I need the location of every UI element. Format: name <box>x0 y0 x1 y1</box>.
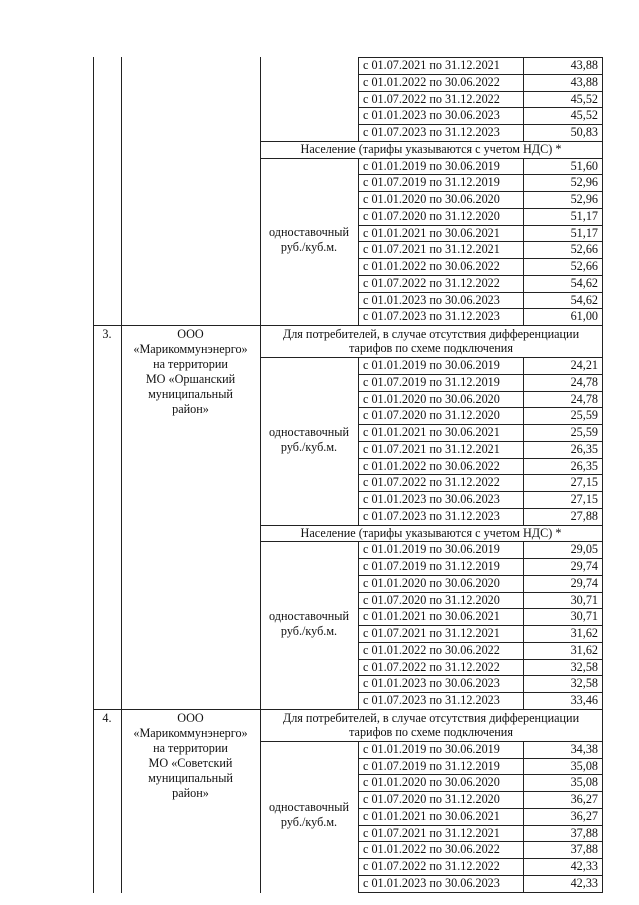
table-row-period: с 01.01.2022 по 30.06.2022 <box>363 642 500 657</box>
table-row-value: 36,27 <box>570 792 598 807</box>
column-border <box>358 57 359 142</box>
population-header: Население (тарифы указываются с учетом НДС) * <box>300 525 562 540</box>
table-row-value: 27,88 <box>570 508 598 523</box>
table-row-value: 31,62 <box>570 626 598 641</box>
column-border <box>358 741 359 893</box>
table-row-value: 51,17 <box>570 208 598 223</box>
table-row-period: с 01.01.2020 по 30.06.2020 <box>363 775 500 790</box>
table-row-value: 27,15 <box>570 492 598 507</box>
table-row-period: с 01.07.2020 по 31.12.2020 <box>363 592 500 607</box>
table-row-value: 29,74 <box>570 559 598 574</box>
organization-name: ООО <box>177 327 204 341</box>
table-row-period: с 01.07.2023 по 31.12.2023 <box>363 309 500 324</box>
table-row-value: 43,88 <box>570 74 598 89</box>
table-row-value: 42,33 <box>570 875 598 890</box>
table-row-period: с 01.07.2022 по 31.12.2022 <box>363 275 500 290</box>
table-row-value: 51,60 <box>570 158 598 173</box>
table-row-period: с 01.01.2020 по 30.06.2020 <box>363 192 500 207</box>
table-row-value: 54,62 <box>570 275 598 290</box>
table-row-period: с 01.01.2023 по 30.06.2023 <box>363 292 500 307</box>
table-row-period: с 01.07.2020 по 31.12.2020 <box>363 792 500 807</box>
consumers-header: Для потребителей, в случае отсутствия дифференциации <box>282 710 580 725</box>
table-row-value: 37,88 <box>570 842 598 857</box>
column-border <box>523 158 524 327</box>
tariff-type-label: одноставочный <box>269 609 349 623</box>
organization-name: район» <box>172 402 209 416</box>
population-header: Население (тарифы указываются с учетом НДС) * <box>300 141 562 156</box>
column-border <box>358 541 359 710</box>
table-row-value: 37,88 <box>570 825 598 840</box>
column-border <box>523 541 524 710</box>
table-row-value: 52,96 <box>570 192 598 207</box>
table-row-value: 50,83 <box>570 125 598 140</box>
organization-name: на территории <box>153 357 228 371</box>
table-row-value: 35,08 <box>570 758 598 773</box>
table-row-period: с 01.01.2019 по 30.06.2019 <box>363 542 500 557</box>
table-row-period: с 01.01.2019 по 30.06.2019 <box>363 358 500 373</box>
organization-name: ООО <box>177 710 204 725</box>
table-row-period: с 01.01.2021 по 30.06.2021 <box>363 425 500 440</box>
table-row-value: 29,74 <box>570 575 598 590</box>
table-row-period: с 01.01.2022 по 30.06.2022 <box>363 458 500 473</box>
table-row-period: с 01.07.2019 по 31.12.2019 <box>363 374 500 389</box>
table-row-value: 34,38 <box>570 741 598 756</box>
table-row-period: с 01.07.2021 по 31.12.2021 <box>363 242 500 257</box>
table-row-value: 52,66 <box>570 259 598 274</box>
table-row-period: с 01.01.2020 по 30.06.2020 <box>363 575 500 590</box>
column-border <box>523 57 524 142</box>
column-border <box>358 158 359 327</box>
table-row-value: 25,59 <box>570 425 598 440</box>
table-row-period: с 01.01.2021 по 30.06.2021 <box>363 225 500 240</box>
table-row-period: с 01.01.2022 по 30.06.2022 <box>363 74 500 89</box>
table-row-value: 25,59 <box>570 408 598 423</box>
table-row-period: с 01.01.2021 по 30.06.2021 <box>363 808 500 823</box>
table-row-period: с 01.07.2020 по 31.12.2020 <box>363 408 500 423</box>
table-row-period: с 01.01.2019 по 30.06.2019 <box>363 158 500 173</box>
table-row-value: 29,05 <box>570 542 598 557</box>
table-row-period: с 01.07.2023 по 31.12.2023 <box>363 693 500 708</box>
table-row-value: 45,52 <box>570 108 598 123</box>
table-row-value: 51,17 <box>570 225 598 240</box>
organization-name: МО «Оршанский <box>145 372 236 386</box>
table-row-value: 45,52 <box>570 91 598 106</box>
organization-name: «Марикоммунэнерго» <box>133 342 248 356</box>
table-row-period: с 01.07.2021 по 31.12.2021 <box>363 825 500 840</box>
table-row-period: с 01.07.2019 по 31.12.2019 <box>363 175 500 190</box>
table-row-value: 30,71 <box>570 609 598 624</box>
table-row-value: 33,46 <box>570 693 598 708</box>
table-row-value: 24,78 <box>570 374 598 389</box>
table-row-value: 54,62 <box>570 292 598 307</box>
table-row-value: 27,15 <box>570 475 598 490</box>
column-border <box>523 741 524 893</box>
consumers-header: Для потребителей, в случае отсутствия дифференциации <box>282 327 580 341</box>
organization-name: «Марикоммунэнерго» <box>133 725 248 740</box>
table-row-period: с 01.07.2019 по 31.12.2019 <box>363 559 500 574</box>
table-row-period: с 01.01.2022 по 30.06.2022 <box>363 259 500 274</box>
tariff-unit-label: руб./куб.м. <box>280 439 338 454</box>
column-border <box>260 57 261 893</box>
table-row-value: 24,21 <box>570 358 598 373</box>
table-row-period: с 01.07.2023 по 31.12.2023 <box>363 125 500 140</box>
table-row-period: с 01.07.2023 по 31.12.2023 <box>363 508 500 523</box>
table-row-period: с 01.07.2019 по 31.12.2019 <box>363 758 500 773</box>
column-border <box>121 57 122 893</box>
tariff-unit-label: руб./куб.м. <box>280 240 338 255</box>
table-row-period: с 01.07.2022 по 31.12.2022 <box>363 475 500 490</box>
table-row-period: с 01.07.2022 по 31.12.2022 <box>363 659 500 674</box>
table-row-period: с 01.01.2020 по 30.06.2020 <box>363 391 500 406</box>
table-row-period: с 01.07.2021 по 31.12.2021 <box>363 441 500 456</box>
organization-name: муниципальный <box>148 770 233 785</box>
column-border <box>523 357 524 526</box>
table-row-value: 52,96 <box>570 175 598 190</box>
table-row-value: 52,66 <box>570 242 598 257</box>
table-row-period: с 01.01.2023 по 30.06.2023 <box>363 108 500 123</box>
column-border <box>602 57 603 893</box>
column-border <box>93 57 94 893</box>
table-row-period: с 01.07.2021 по 31.12.2021 <box>363 626 500 641</box>
table-row-period: с 01.07.2022 по 31.12.2022 <box>363 91 500 106</box>
tariff-type-label: одноставочный <box>269 424 349 439</box>
table-row-period: с 01.01.2023 по 30.06.2023 <box>363 875 500 890</box>
table-row-period: с 01.07.2022 по 31.12.2022 <box>363 859 500 874</box>
table-row-period: с 01.01.2019 по 30.06.2019 <box>363 741 500 756</box>
consumers-header: тарифов по схеме подключения <box>349 341 513 355</box>
table-row-period: с 01.07.2021 по 31.12.2021 <box>363 58 500 73</box>
table-row-value: 42,33 <box>570 859 598 874</box>
table-row-period: с 01.07.2020 по 31.12.2020 <box>363 208 500 223</box>
table-row-period: с 01.01.2022 по 30.06.2022 <box>363 842 500 857</box>
table-row-value: 61,00 <box>570 309 598 324</box>
table-row-value: 36,27 <box>570 808 598 823</box>
table-row-value: 24,78 <box>570 391 598 406</box>
table-row-value: 31,62 <box>570 642 598 657</box>
table-row-value: 32,58 <box>570 659 598 674</box>
tariff-type-label: одноставочный <box>269 800 349 815</box>
organization-name: на территории <box>153 740 228 755</box>
tariff-unit-label: руб./куб.м. <box>280 624 338 638</box>
section-border <box>93 709 603 710</box>
table-row-period: с 01.01.2021 по 30.06.2021 <box>363 609 500 624</box>
table-row-value: 26,35 <box>570 458 598 473</box>
period-row-border <box>358 892 603 893</box>
organization-name: район» <box>172 785 209 800</box>
table-row-value: 30,71 <box>570 592 598 607</box>
table-row-value: 43,88 <box>570 58 598 73</box>
column-border <box>358 357 359 526</box>
table-row-value: 32,58 <box>570 676 598 691</box>
consumers-header: тарифов по схеме подключения <box>349 724 513 739</box>
table-row-period: с 01.01.2023 по 30.06.2023 <box>363 676 500 691</box>
row-number: 4. <box>102 710 112 725</box>
table-row-value: 35,08 <box>570 775 598 790</box>
table-row-period: с 01.01.2023 по 30.06.2023 <box>363 492 500 507</box>
section-border <box>93 325 603 326</box>
organization-name: муниципальный <box>148 387 233 401</box>
row-number: 3. <box>102 327 112 341</box>
organization-name: МО «Советский <box>148 755 233 770</box>
tariff-unit-label: руб./куб.м. <box>280 815 338 830</box>
tariff-type-label: одноставочный <box>269 225 349 240</box>
table-row-value: 26,35 <box>570 441 598 456</box>
